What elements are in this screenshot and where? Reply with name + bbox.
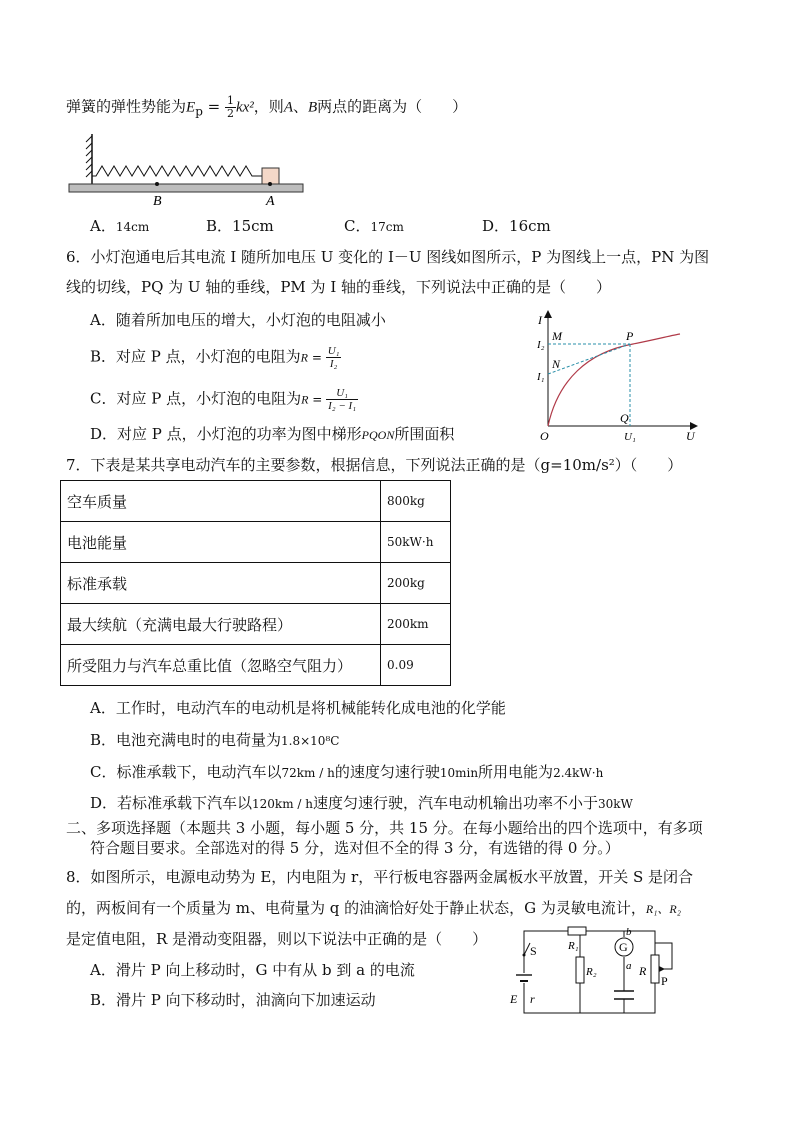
opt-text-mid: 所用电能为 xyxy=(478,763,554,781)
q7-stem: 7．下表是某共享电动汽车的主要参数，根据信息，下列说法正确的是（g=10m/s²）（ ） xyxy=(66,456,683,474)
opt-label: D． xyxy=(482,217,510,235)
table-cell-value: 800kg xyxy=(381,481,451,522)
iu-curve xyxy=(548,334,680,426)
q7-option-b[interactable] xyxy=(90,730,339,751)
frac-den: 2 xyxy=(226,107,234,120)
opt-label: B． xyxy=(206,217,233,235)
fraction xyxy=(326,387,358,412)
m-label: M xyxy=(552,329,562,343)
origin-label: O xyxy=(540,429,549,443)
line-pn xyxy=(548,344,630,374)
n-label: N xyxy=(552,357,561,371)
q8-stem-line3: 是定值电阻，R 是滑动变阻器，则以下说法中正确的是（ ） xyxy=(66,930,488,948)
q8-option-a[interactable]: A．滑片 P 向上移动时，G 中有从 b 到 a 的电流 xyxy=(90,961,415,979)
q8-option-b[interactable]: B．滑片 P 向下移动时，油滴向下加速运动 xyxy=(90,991,376,1009)
label-r: R xyxy=(639,964,647,978)
q5-point-a: A xyxy=(283,99,293,116)
spring xyxy=(92,166,262,176)
formula-half xyxy=(225,95,236,120)
q7-option-c[interactable] xyxy=(90,762,603,783)
opt-text: D．若标准承载下汽车以 xyxy=(90,794,253,812)
spring-figure xyxy=(68,128,308,208)
i1-label: I₁ xyxy=(537,371,545,383)
iu-graph xyxy=(528,310,708,450)
q6-option-a[interactable]: A．随着所加电压的增大，小灯泡的电阻减小 xyxy=(90,311,386,329)
block xyxy=(262,168,279,184)
formula-eq: = xyxy=(202,97,225,116)
label-b: b xyxy=(626,926,632,938)
frac-num: U₁ xyxy=(326,387,358,400)
q8-stem-line1: 8．如图所示，电源电动势为 E，内电阻为 r，平行板电容器两金属板水平放置，开关 S 是闭合 xyxy=(66,868,694,886)
q5-point-b: B xyxy=(308,99,318,116)
label-b: B xyxy=(153,194,162,209)
q7-option-a[interactable]: A．工作时，电动汽车的电动机是将机械能转化成电池的化学能 xyxy=(90,699,506,717)
axis-u-label: U xyxy=(686,429,695,443)
q5-sep: 、 xyxy=(292,97,308,116)
table-row xyxy=(61,481,451,522)
table-row xyxy=(61,563,451,604)
q6-stem-line2: 线的切线，PQ 为 U 轴的垂线，PM 为 I 轴的垂线，下列说法中正确的是（ ） xyxy=(66,278,612,296)
p-label: P xyxy=(626,329,634,343)
label-a: a xyxy=(626,960,632,972)
r-symbol: R xyxy=(301,392,309,407)
opt-value: 120km / h xyxy=(252,797,313,811)
table-row xyxy=(61,522,451,563)
opt-text: 15cm xyxy=(232,217,274,235)
formula-ep-sub: p xyxy=(195,104,203,119)
q5-stem xyxy=(66,95,467,122)
opt-label: A． xyxy=(90,217,116,235)
opt-value: 30kW xyxy=(598,797,633,811)
label-p: P xyxy=(661,974,668,988)
opt-text: 17cm xyxy=(370,220,404,234)
opt-text: B．对应 P 点，小灯泡的电阻为 xyxy=(90,347,301,366)
label-g: G xyxy=(619,940,628,954)
opt-text-mid: 的速度匀速行驶 xyxy=(334,763,440,781)
q8-stem-line2-text: 的，两板间有一个质量为 m、电荷量为 q 的油滴恰好处于静止状态，G 为灵敏电流计， xyxy=(66,899,646,917)
label-r1: R₁ xyxy=(568,940,579,952)
opt-text-tail: 所围面积 xyxy=(394,425,455,443)
label-s: S xyxy=(530,944,537,958)
frac-num: 1 xyxy=(226,94,234,107)
q5-stem-post: ，则 xyxy=(253,97,284,116)
opt-text: 14cm xyxy=(115,220,150,234)
circuit-diagram xyxy=(508,925,688,1017)
q5-option-b[interactable] xyxy=(206,216,274,236)
frac-den: I₂ xyxy=(329,358,338,370)
point-b-dot xyxy=(155,182,159,186)
table-cell-value: 50kW·h xyxy=(381,522,451,563)
r-symbol: R xyxy=(300,350,308,365)
opt-value: 10min xyxy=(439,766,479,780)
label-r2: R₂ xyxy=(586,966,597,978)
table-cell-key: 空车质量 xyxy=(61,481,381,522)
section2-header-line1: 二、多项选择题（本题共 3 小题，每小题 5 分，共 15 分。在每小题给出的四个选项中，有多项 xyxy=(66,819,703,837)
table-cell-key: 最大续航（充满电最大行驶路程） xyxy=(61,604,381,645)
axis-i-label: I xyxy=(538,313,542,327)
ground xyxy=(69,184,303,192)
opt-value: 1.8×10⁸C xyxy=(281,734,340,748)
fraction xyxy=(326,345,342,370)
opt-text: 16cm xyxy=(509,217,551,235)
table-cell-value: 0.09 xyxy=(381,645,451,686)
q5-stem-end: 两点的距离为（ ） xyxy=(317,97,468,116)
q-label: Q xyxy=(620,411,629,425)
u1-label: U₁ xyxy=(624,431,636,443)
opt-label: C． xyxy=(344,217,371,235)
table-cell-key: 标准承载 xyxy=(61,563,381,604)
label-r-internal: r xyxy=(530,992,535,1006)
frac-num: U₁ xyxy=(327,345,340,357)
opt-text: C．标准承载下，电动汽车以 xyxy=(90,763,282,781)
section2-header-line2: 符合题目要求。全部选对的得 5 分，选对但不全的得 3 分，有选错的得 0 分。） xyxy=(90,839,620,857)
wall-hatch xyxy=(86,136,92,177)
q5-option-a[interactable] xyxy=(90,216,149,237)
table-cell-value: 200km xyxy=(381,604,451,645)
resistor-r2 xyxy=(576,957,584,983)
switch-pivot xyxy=(523,954,526,957)
opt-text: B．电池充满电时的电荷量为 xyxy=(90,731,282,749)
resistor-r1 xyxy=(568,927,586,935)
q5-option-d[interactable] xyxy=(482,216,551,236)
opt-text: D．对应 P 点，小灯泡的功率为图中梯形 xyxy=(90,425,362,443)
q7-option-d[interactable] xyxy=(90,793,633,814)
point-a-dot xyxy=(268,182,272,186)
spec-table xyxy=(60,480,451,686)
q6-option-b[interactable]: B．对应 P 点，小灯泡的电阻为R = $\frac{\text{U₁}}{\text{I₂}}$ xyxy=(90,345,340,370)
opt-value: 2.4kW·h xyxy=(553,766,604,780)
i2-label: I₂ xyxy=(537,339,545,351)
label-e: E xyxy=(510,992,518,1006)
q6-option-d[interactable] xyxy=(90,424,454,445)
q8-stem-line2 xyxy=(66,898,681,919)
q6-option-c[interactable]: C．对应 P 点，小灯泡的电阻为R = $\frac{\text{U₁}}{\text{I₂ − I₁}}$ xyxy=(90,387,357,412)
q5-stem-pre: 弹簧的弹性势能为 xyxy=(66,97,187,116)
frac-den: I₂ − I₁ xyxy=(328,400,357,412)
q6-stem-line1: 6．小灯泡通电后其电流 I 随所加电压 U 变化的 I－U 图线如图所示，P 为图线上一点，PN 为图 xyxy=(66,248,710,266)
table-cell-key: 所受阻力与汽车总重比值（忽略空气阻力） xyxy=(61,645,381,686)
opt-text-mid: 速度匀速行驶，汽车电动机输出功率不小于 xyxy=(313,794,599,812)
table-row xyxy=(61,604,451,645)
wire xyxy=(524,983,655,1013)
opt-text: C．对应 P 点，小灯泡的电阻为 xyxy=(90,389,302,408)
formula-ep: E xyxy=(186,99,196,116)
trapezoid-name: PQON xyxy=(361,428,395,442)
label-a: A xyxy=(266,194,275,209)
table-row xyxy=(61,645,451,686)
table-cell-key: 电池能量 xyxy=(61,522,381,563)
table-cell-value: 200kg xyxy=(381,563,451,604)
q8-stem-r1r2: R₁、R₂ xyxy=(645,902,681,916)
q5-option-c[interactable] xyxy=(344,216,404,237)
opt-value: 72km / h xyxy=(281,766,335,780)
formula-kx2: kx² xyxy=(235,99,254,116)
rheostat-r xyxy=(651,955,659,983)
slider-arrow-icon xyxy=(659,966,665,972)
